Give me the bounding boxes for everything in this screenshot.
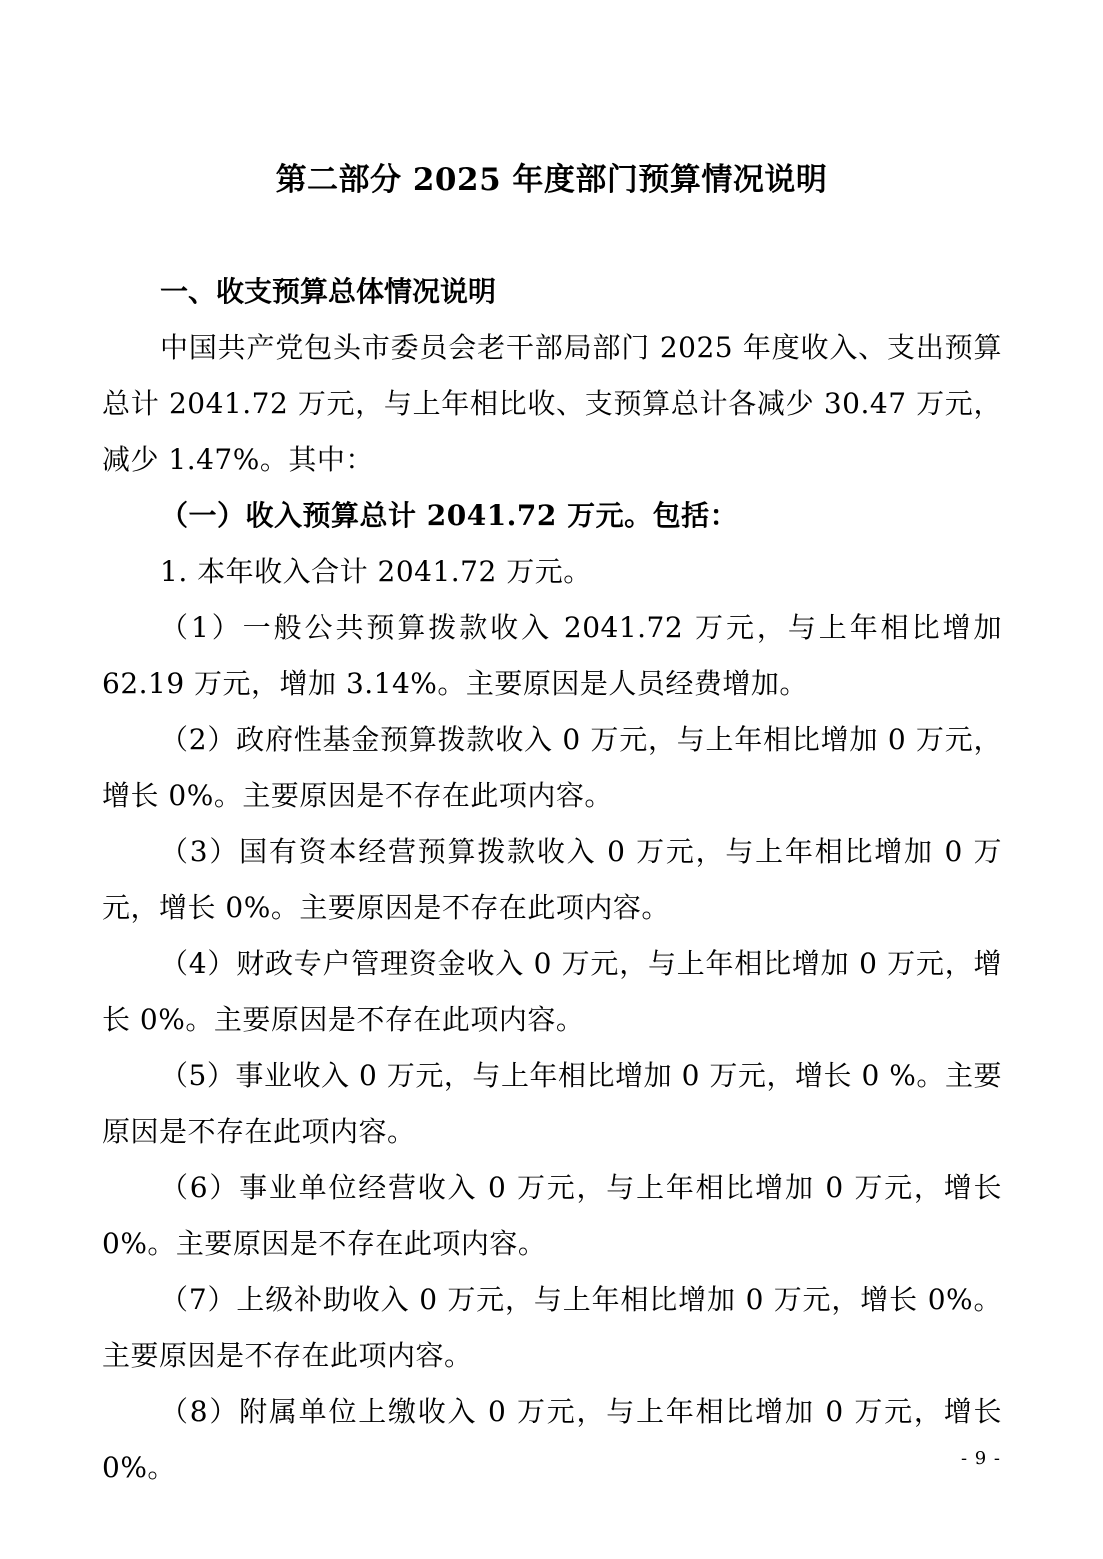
sub-item-2: （2）政府性基金预算拨款收入 0 万元，与上年相比增加 0 万元，增长 0%。主要原因是不存在此项内容。 <box>102 723 1002 812</box>
sub-item-8: （8）附属单位上缴收入 0 万元，与上年相比增加 0 万元，增长 0%。 <box>102 1395 1002 1484</box>
intro-paragraph: 中国共产党包头市委员会老干部局部门 2025 年度收入、支出预算总计 2041.72 万元，与上年相比收、支预算总计各减少 30.47 万元，减少 1.47%。其中： <box>102 331 1002 476</box>
list-item-1: 1. 本年收入合计 2041.72 万元。 <box>160 555 592 588</box>
page-title: 第二部分 2025 年度部门预算情况说明 <box>275 162 828 198</box>
sub-item-7: （7）上级补助收入 0 万元，与上年相比增加 0 万元，增长 0%。主要原因是不存在此项内容。 <box>102 1283 1002 1372</box>
sub-item-5: （5）事业收入 0 万元，与上年相比增加 0 万元，增长 0 %。主要原因是不存在此项内容。 <box>102 1059 1002 1148</box>
sub-item-1: （1）一般公共预算拨款收入 2041.72 万元，与上年相比增加 62.19 万元，增加 3.14%。主要原因是人员经费增加。 <box>102 611 1002 700</box>
page-number: - 9 - <box>960 1448 1001 1469</box>
sub-item-4: （4）财政专户管理资金收入 0 万元，与上年相比增加 0 万元，增长 0%。主要原因是不存在此项内容。 <box>102 947 1002 1036</box>
section-heading: 一、收支预算总体情况说明 <box>160 275 497 308</box>
sub-item-3: （3）国有资本经营预算拨款收入 0 万元，与上年相比增加 0 万元，增长 0%。主要原因是不存在此项内容。 <box>102 835 1002 924</box>
subsection-heading: （一）收入预算总计 2041.72 万元。包括： <box>160 499 739 532</box>
sub-item-6: （6）事业单位经营收入 0 万元，与上年相比增加 0 万元，增长 0%。主要原因是不存在此项内容。 <box>102 1171 1002 1260</box>
